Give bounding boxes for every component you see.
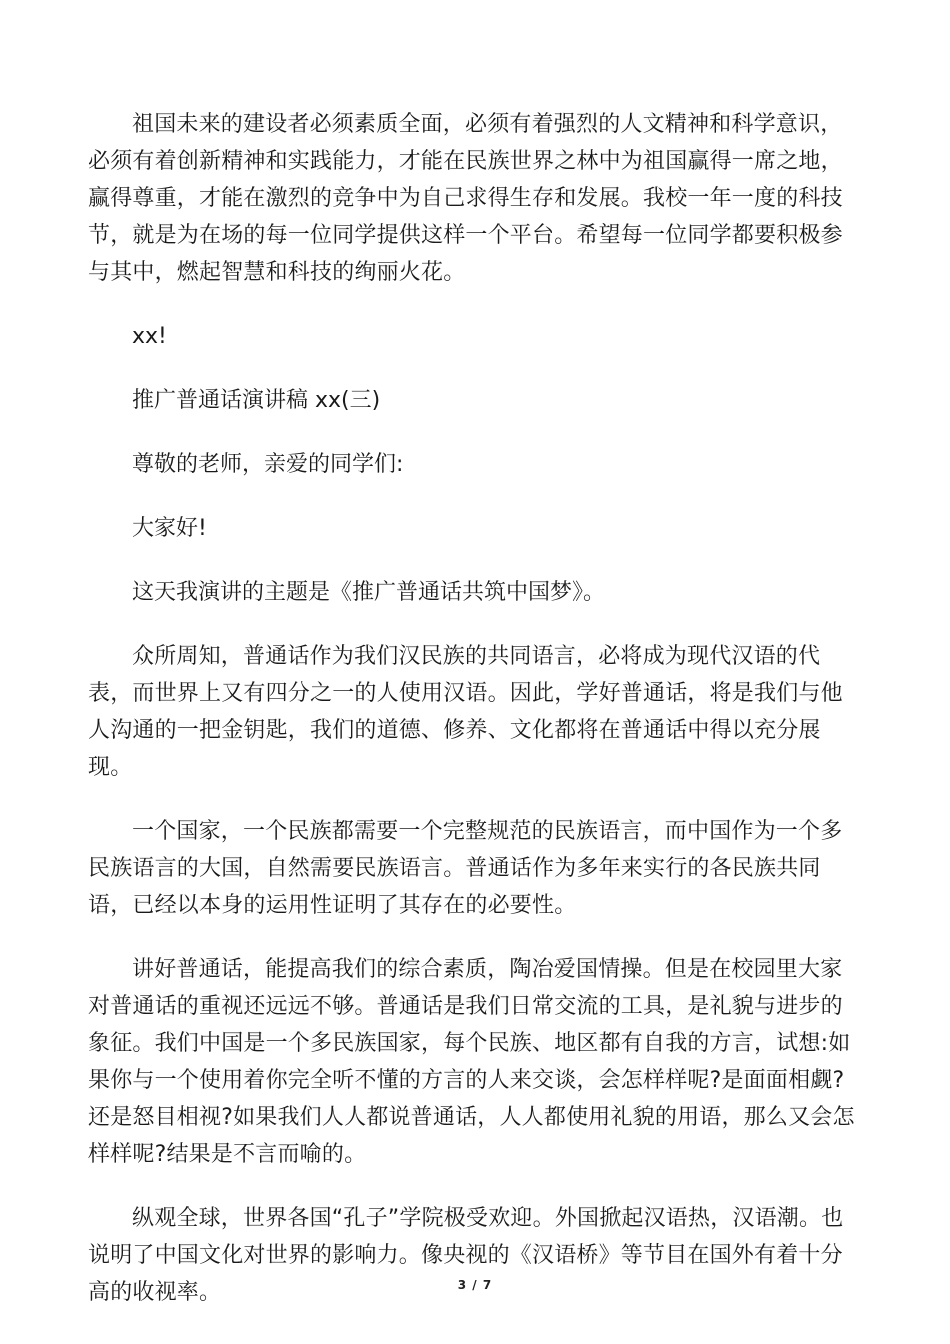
paragraph-line: 象征。我们中国是一个多民族国家，每个民族、地区都有自我的方言，试想:如 xyxy=(88,1031,851,1056)
paragraph-line: 赢得尊重，才能在激烈的竞争中为自己求得生存和发展。我校一年一度的科技 xyxy=(88,186,843,211)
speech-topic: 这天我演讲的主题是《推广普通话共筑中国梦》。 xyxy=(132,580,606,605)
paragraph-speak-well xyxy=(88,951,862,1173)
closing-line: xx! xyxy=(132,324,167,349)
paragraph-line: 语，已经以本身的运用性证明了其存在的必要性。 xyxy=(88,893,577,918)
paragraph-line: 还是怒目相视?如果我们人人都说普通话，人人都使用礼貌的用语，那么又会怎 xyxy=(88,1105,855,1130)
paragraph-line: 表，而世界上又有四分之一的人使用汉语。因此，学好普通话，将是我们与他 xyxy=(88,681,843,706)
paragraph-global-view xyxy=(88,1200,862,1311)
paragraph-line: 人沟通的一把金钥匙，我们的道德、修养、文化都将在普通话中得以充分展 xyxy=(88,718,821,743)
paragraph-line: 说明了中国文化对世界的影响力。像央视的《汉语桥》等节目在国外有着十分 xyxy=(88,1243,843,1268)
paragraph-line: 必须有着创新精神和实践能力，才能在民族世界之林中为祖国赢得一席之地， xyxy=(88,149,843,174)
paragraph-line: 果你与一个使用着你完全听不懂的方言的人来交谈，会怎样样呢?是面面相觑? xyxy=(88,1068,845,1093)
document-page xyxy=(88,106,862,1311)
paragraph-line: 一个国家，一个民族都需要一个完整规范的民族语言，而中国作为一个多 xyxy=(132,819,843,844)
paragraph-line: 与其中，燃起智慧和科技的绚丽火花。 xyxy=(88,260,466,285)
paragraph-line: 讲好普通话，能提高我们的综合素质，陶冶爱国情操。但是在校园里大家 xyxy=(132,957,843,982)
paragraph-line: 节，就是为在场的每一位同学提供这样一个平台。希望每一位同学都要积极参 xyxy=(88,223,843,248)
paragraph-line: 祖国未来的建设者必须素质全面，必须有着强烈的人文精神和科学意识， xyxy=(132,112,843,137)
paragraph-mandarin-common-language xyxy=(88,638,862,786)
greeting: 大家好! xyxy=(132,516,207,541)
paragraph-line: 高的收视率。 xyxy=(88,1280,222,1305)
paragraph-line: 样样呢?结果是不言而喻的。 xyxy=(88,1142,367,1167)
paragraph-builders xyxy=(88,106,862,291)
paragraph-line: 对普通话的重视还远远不够。普通话是我们日常交流的工具，是礼貌与进步的 xyxy=(88,994,843,1019)
paragraph-line: 众所周知，普通话作为我们汉民族的共同语言，必将成为现代汉语的代 xyxy=(132,644,821,669)
speech-title: 推广普通话演讲稿 xx(三) xyxy=(132,388,381,413)
paragraph-line: 民族语言的大国，自然需要民族语言。普通话作为多年来实行的各民族共同 xyxy=(88,856,821,881)
paragraph-line: 现。 xyxy=(88,755,133,780)
paragraph-line: 纵观全球，世界各国“孔子”学院极受欢迎。外国掀起汉语热，汉语潮。也 xyxy=(132,1206,844,1231)
page-number: 3 / 7 xyxy=(457,1278,493,1292)
salutation: 尊敬的老师，亲爱的同学们: xyxy=(132,452,404,477)
paragraph-national-language xyxy=(88,813,862,924)
